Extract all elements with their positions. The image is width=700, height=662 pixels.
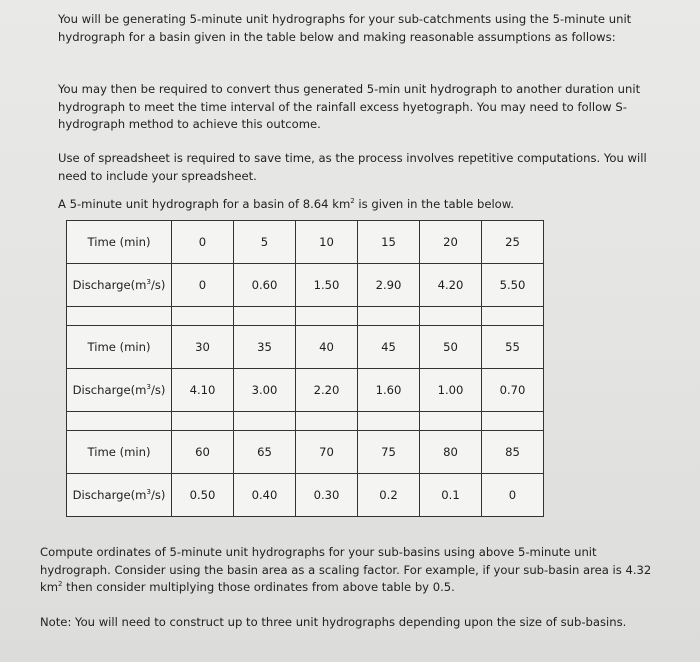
discharge-value-cell: 0.50 [172,474,234,517]
spacer-cell [296,412,358,431]
time-value-cell: 30 [172,326,234,369]
time-value-cell: 35 [234,326,296,369]
time-value-cell: 15 [358,221,420,264]
discharge-row [67,264,544,307]
spreadsheet-text: Use of spreadsheet is required to save time, as the process involves repetitive computations. You will need to include your spreadsheet. [58,151,647,183]
discharge-label-cell [67,264,172,307]
discharge-value-cell: 2.20 [296,369,358,412]
time-row [67,431,544,474]
conversion-text: You may then be required to convert thus generated 5-min unit hydrograph to another duration unit hydrograph to meet the time interval of the rainfall excess hyetograph. You may need to follow S-hydrograph method to achieve this outcome. [58,82,641,131]
intro-paragraph [58,11,658,46]
time-value-cell: 55 [482,326,544,369]
discharge-label-cell [67,474,172,517]
discharge-value-cell: 0.70 [482,369,544,412]
time-value-cell: 40 [296,326,358,369]
discharge-value-cell: 0 [482,474,544,517]
time-label-cell: Time (min) [67,431,172,474]
spacer-cell [358,307,420,326]
time-value-cell: 45 [358,326,420,369]
discharge-label-text: Discharge(m [72,383,147,397]
discharge-label-cell [67,369,172,412]
discharge-label-unit: /s) [150,278,166,292]
spreadsheet-paragraph [58,150,658,185]
time-value-cell: 50 [420,326,482,369]
unit-hydrograph-table [66,220,544,517]
time-value-cell: 75 [358,431,420,474]
discharge-row [67,369,544,412]
discharge-label-text: Discharge(m [72,488,147,502]
time-row [67,326,544,369]
discharge-label-text: Discharge(m [72,278,147,292]
discharge-value-cell: 3.00 [234,369,296,412]
spacer-cell [420,307,482,326]
spacer-cell [234,307,296,326]
caption-superscript: 2 [350,197,355,206]
compute-text: Compute ordinates of 5-minute unit hydrographs for your sub-basins using above 5-minute unit hydrograph. Consider using the basin area as a scaling factor. For example, if your sub-basin area is 4.32 km [40,545,652,594]
table-spacer-row [67,307,544,326]
discharge-label-unit: /s) [150,488,166,502]
compute-superscript: 2 [58,580,63,589]
time-value-cell: 65 [234,431,296,474]
time-row [67,221,544,264]
discharge-label-unit: /s) [150,383,166,397]
time-value-cell: 5 [234,221,296,264]
discharge-value-cell: 0 [172,264,234,307]
discharge-value-cell: 4.10 [172,369,234,412]
spacer-cell [67,307,172,326]
discharge-value-cell: 4.20 [420,264,482,307]
discharge-value-cell: 0.60 [234,264,296,307]
discharge-value-cell: 0.40 [234,474,296,517]
discharge-value-cell: 0.30 [296,474,358,517]
discharge-value-cell: 0.2 [358,474,420,517]
caption-text-end: is given in the table below. [354,197,514,211]
time-value-cell: 85 [482,431,544,474]
time-value-cell: 80 [420,431,482,474]
discharge-label-superscript: 3 [146,383,151,392]
spacer-cell [67,412,172,431]
spacer-cell [358,412,420,431]
spacer-cell [172,307,234,326]
spacer-cell [420,412,482,431]
time-value-cell: 60 [172,431,234,474]
time-value-cell: 10 [296,221,358,264]
time-value-cell: 0 [172,221,234,264]
intro-text: You will be generating 5-minute unit hydrographs for your sub-catchments using the 5-minute unit hydrograph for a basin given in the table below and making reasonable assumptions as follows: [58,12,632,44]
discharge-value-cell: 1.60 [358,369,420,412]
spacer-cell [482,307,544,326]
discharge-label-superscript: 3 [146,278,151,287]
discharge-value-cell: 5.50 [482,264,544,307]
note-text: Note: You will need to construct up to three unit hydrographs depending upon the size of sub-basins. [40,615,627,629]
spacer-cell [234,412,296,431]
compute-text-end: then consider multiplying those ordinates from above table by 0.5. [62,580,455,594]
time-label-cell: Time (min) [67,221,172,264]
time-label-cell: Time (min) [67,326,172,369]
spacer-cell [296,307,358,326]
discharge-value-cell: 1.50 [296,264,358,307]
spacer-cell [482,412,544,431]
time-value-cell: 70 [296,431,358,474]
discharge-value-cell: 1.00 [420,369,482,412]
note-paragraph [40,614,670,632]
time-value-cell: 20 [420,221,482,264]
discharge-row [67,474,544,517]
discharge-value-cell: 2.90 [358,264,420,307]
time-value-cell: 25 [482,221,544,264]
caption-text: A 5-minute unit hydrograph for a basin of 8.64 km [58,197,351,211]
compute-paragraph [40,544,670,597]
discharge-label-superscript: 3 [146,488,151,497]
table-caption [58,196,658,214]
discharge-value-cell: 0.1 [420,474,482,517]
spacer-cell [172,412,234,431]
conversion-paragraph [58,81,658,134]
table-spacer-row [67,412,544,431]
